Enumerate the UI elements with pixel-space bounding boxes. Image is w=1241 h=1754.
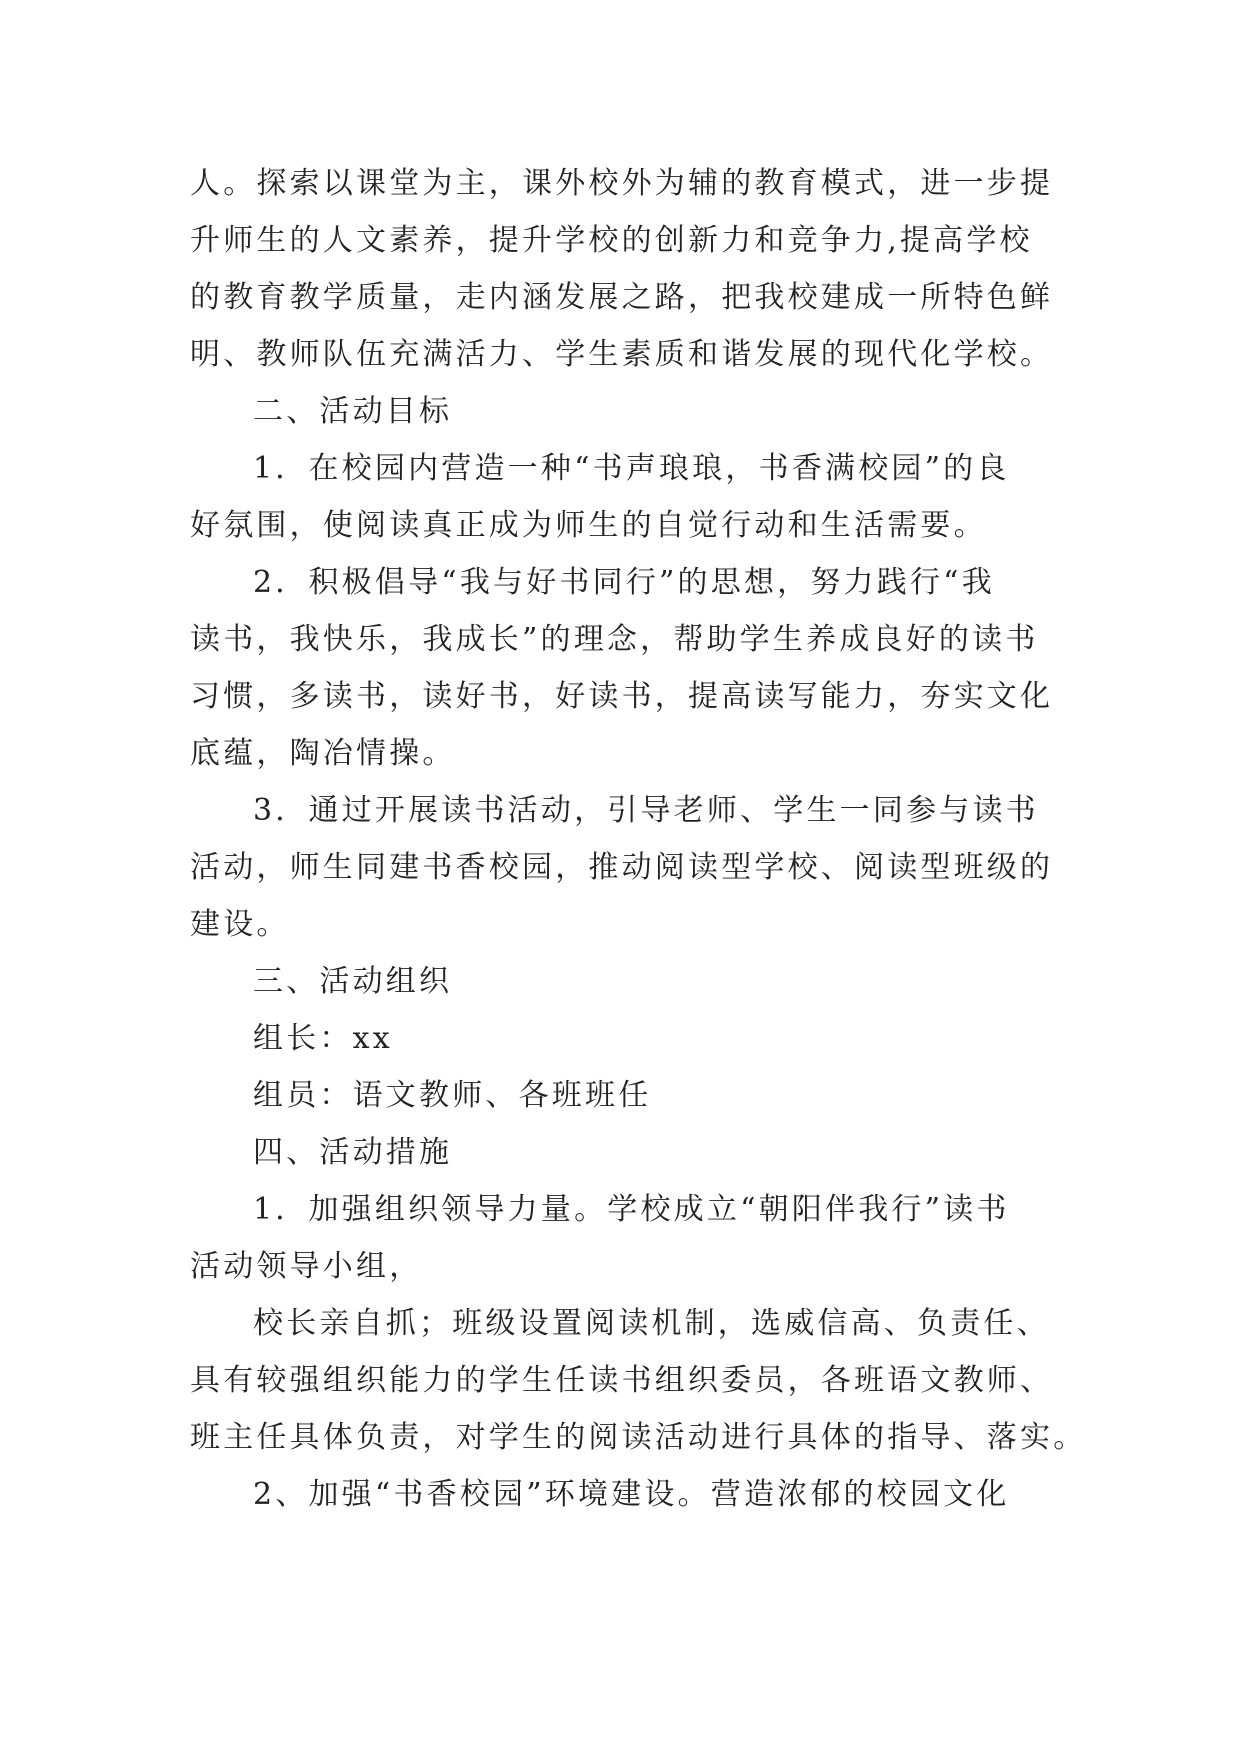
text-line: 3．通过开展读书活动，引导老师、学生一同参与读书 bbox=[253, 793, 1039, 828]
text-line: 1．在校园内营造一种“书声琅琅，书香满校园”的良 bbox=[253, 451, 1010, 486]
text-line: 活动，师生同建书香校园，推动阅读型学校、阅读型班级的 bbox=[190, 850, 1054, 885]
text-line: 组长：xx bbox=[253, 1021, 393, 1056]
text-line: 好氛围，使阅读真正成为师生的自觉行动和生活需要。 bbox=[190, 508, 987, 543]
section-heading: 四、活动措施 bbox=[253, 1135, 453, 1170]
text-line: 活动领导小组， bbox=[190, 1249, 423, 1284]
text-line: 明、教师队伍充满活力、学生素质和谐发展的现代化学校。 bbox=[190, 337, 1054, 372]
text-line: 1．加强组织领导力量。学校成立“朝阳伴我行”读书 bbox=[253, 1192, 1010, 1227]
text-line: 建设。 bbox=[190, 907, 290, 942]
text-line: 升师生的人文素养，提升学校的创新力和竞争力,提高学校 bbox=[190, 223, 1033, 258]
text-line: 读书，我快乐，我成长”的理念，帮助学生养成良好的读书 bbox=[190, 622, 1039, 657]
text-line: 习惯，多读书，读好书，好读书，提高读写能力，夯实文化 bbox=[190, 679, 1054, 714]
text-line: 底蕴，陶冶情操。 bbox=[190, 736, 456, 771]
text-line: 班主任具体负责，对学生的阅读活动进行具体的指导、落实。 bbox=[190, 1420, 1087, 1455]
section-heading: 三、活动组织 bbox=[253, 964, 453, 999]
text-line: 具有较强组织能力的学生任读书组织委员，各班语文教师、 bbox=[190, 1363, 1054, 1398]
text-line: 的教育教学质量，走内涵发展之路，把我校建成一所特色鲜 bbox=[190, 280, 1054, 315]
text-line: 2．积极倡导“我与好书同行”的思想，努力践行“我 bbox=[253, 565, 995, 600]
text-line: 组员：语文教师、各班班任 bbox=[253, 1078, 652, 1113]
text-line: 校长亲自抓；班级设置阅读机制，选威信高、负责任、 bbox=[253, 1306, 1050, 1341]
text-line: 2、加强“书香校园”环境建设。营造浓郁的校园文化 bbox=[253, 1477, 1010, 1512]
text-line: 人。探索以课堂为主，课外校外为辅的教育模式，进一步提 bbox=[190, 166, 1054, 201]
section-heading: 二、活动目标 bbox=[253, 394, 453, 429]
